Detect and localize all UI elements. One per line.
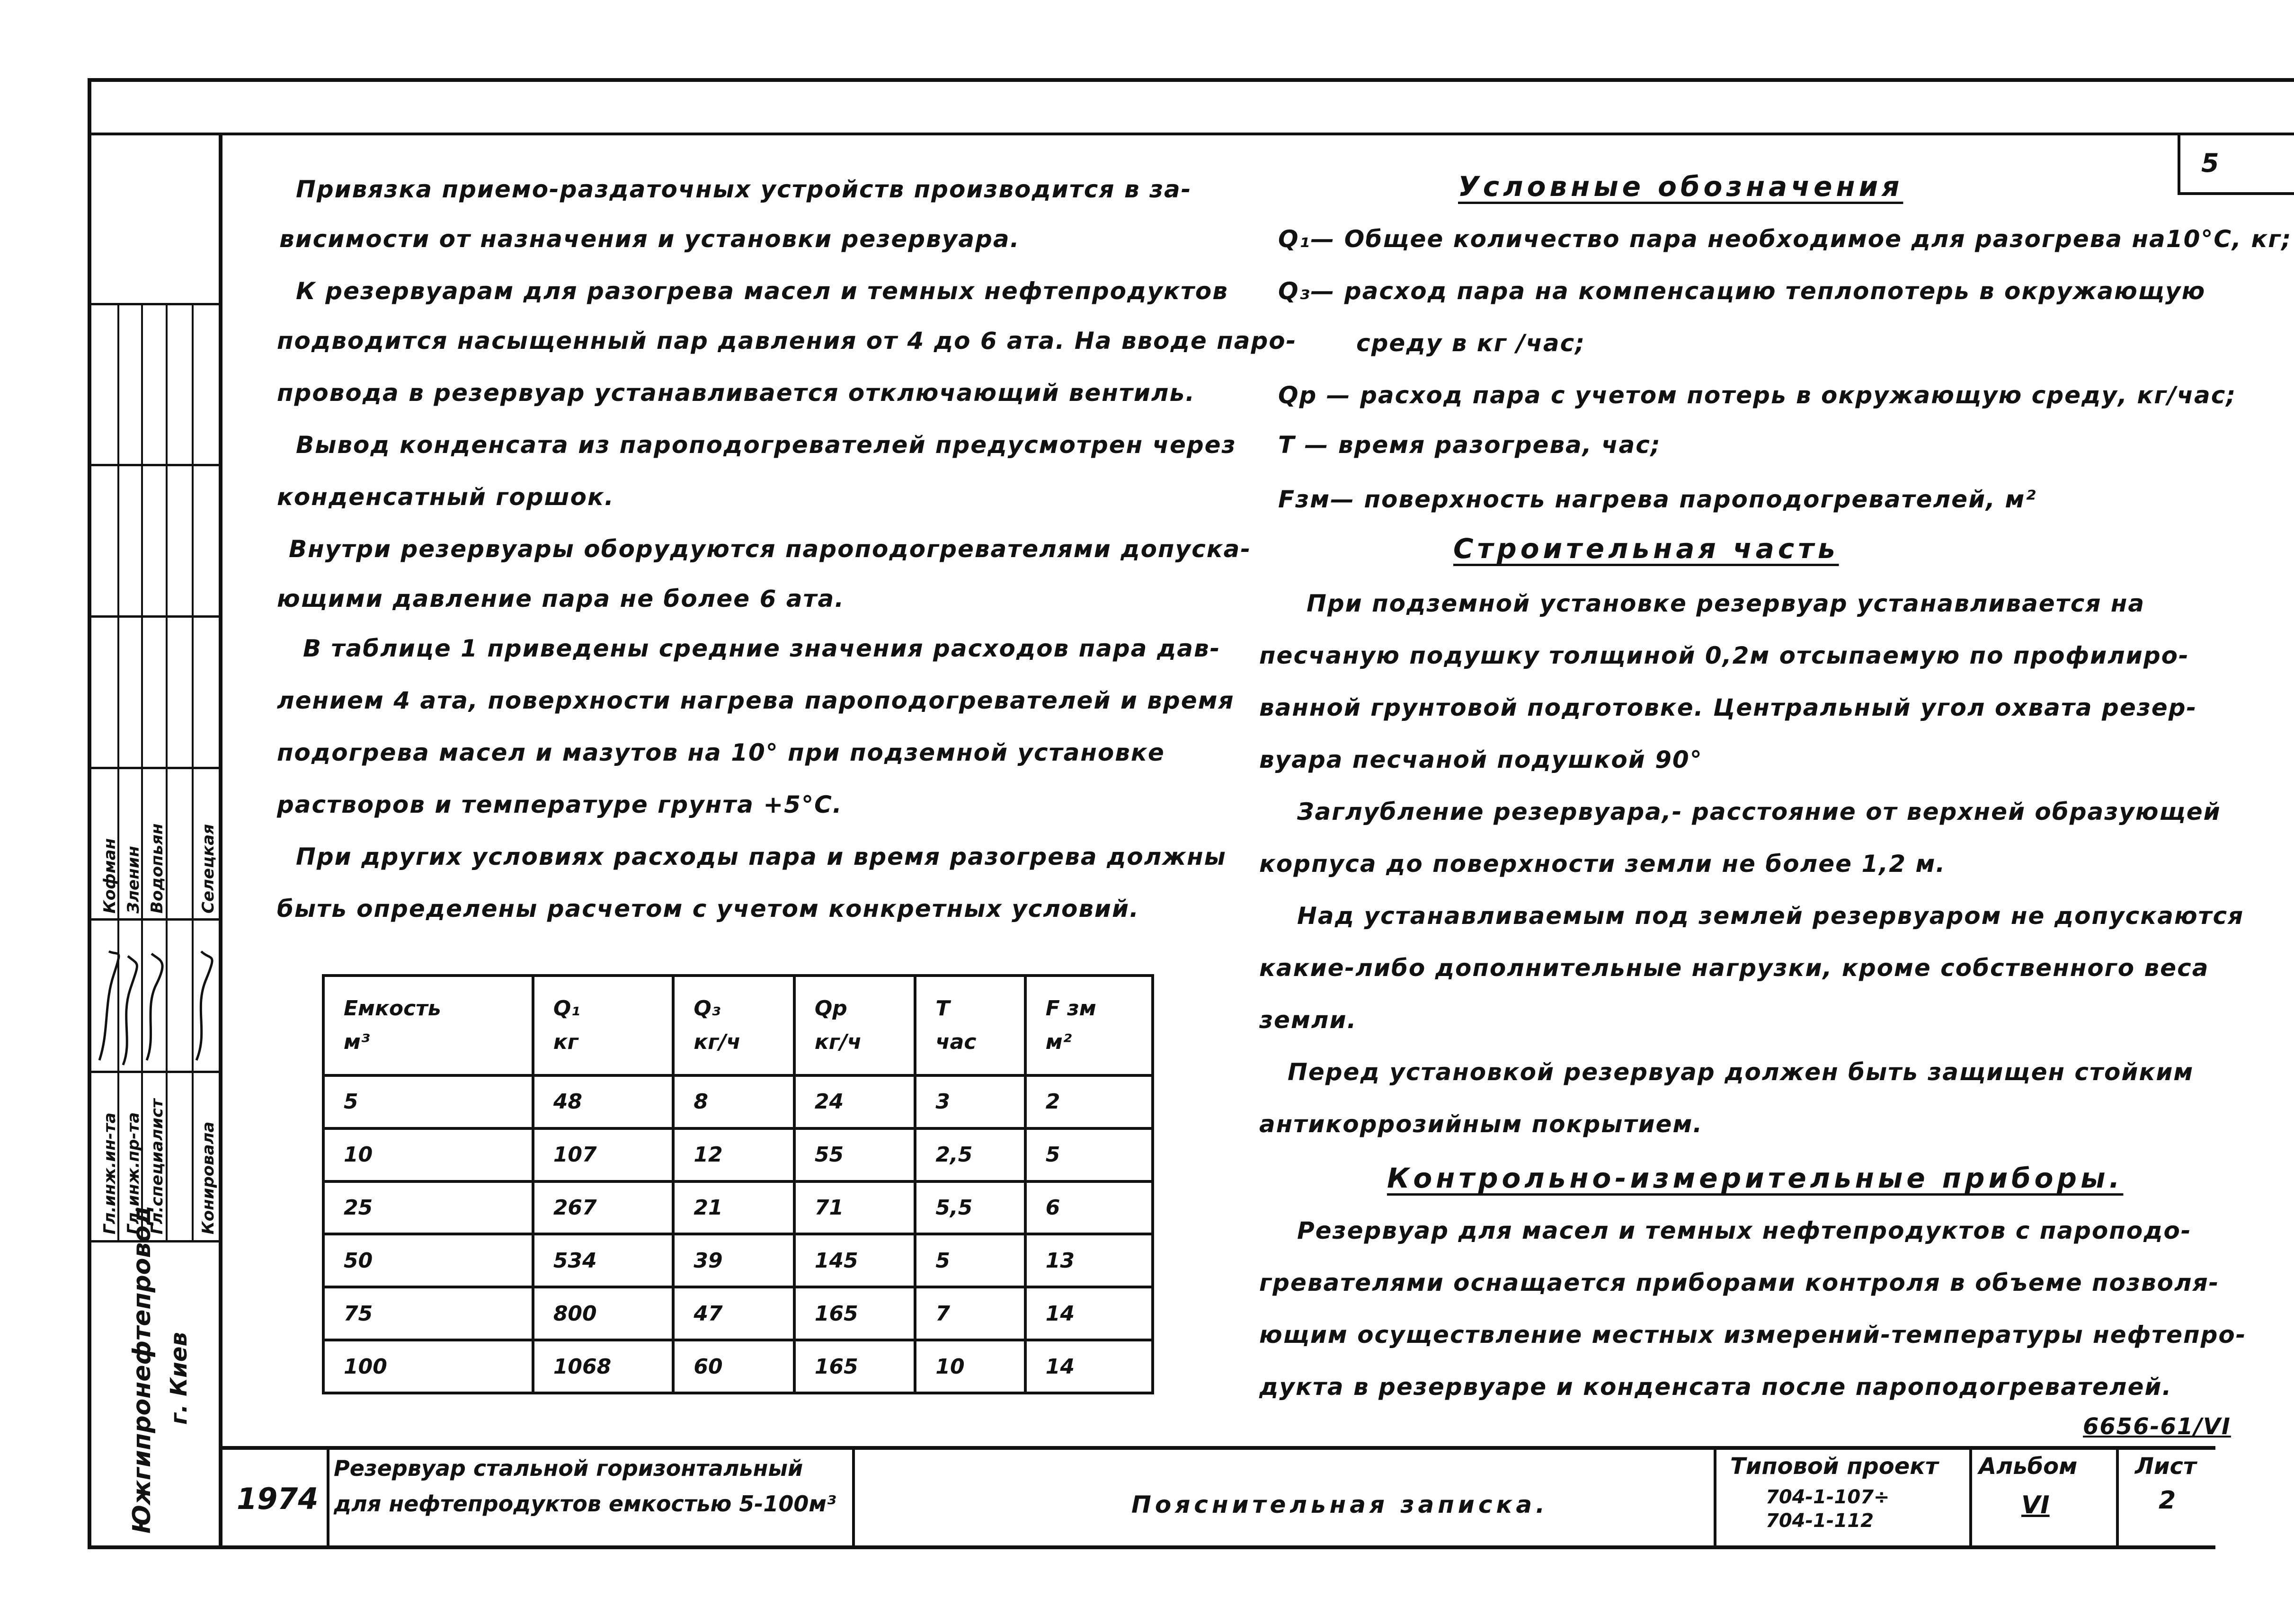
th-fzm: F зм м² bbox=[1025, 976, 1153, 1075]
frame-left-outer bbox=[88, 78, 91, 1545]
pagenum-box-bottom bbox=[2178, 192, 2294, 195]
frame-bottom-outer bbox=[88, 1545, 2215, 1549]
stamp-project-label: Типовой проект bbox=[1730, 1453, 1938, 1480]
left-line-4: подводится насыщенный пар давления от 4 до 6 ата. На вводе паро- bbox=[277, 327, 1297, 355]
page-number: 5 bbox=[2201, 148, 2220, 178]
build-line-6: корпуса до поверхности земли не более 1,2 м. bbox=[1259, 850, 1946, 878]
stamp-div-5 bbox=[2116, 1446, 2119, 1549]
side-role-3: Гл.специалист bbox=[148, 1099, 167, 1234]
side-name-1: Кофман bbox=[100, 838, 119, 914]
left-line-5: провода в резервуар устанавливается отключающий вентиль. bbox=[277, 379, 1196, 407]
heading-legend: Условные обозначения bbox=[1458, 170, 1903, 203]
frame-left-inner bbox=[219, 133, 222, 1545]
left-line-7: конденсатный горшок. bbox=[277, 483, 614, 511]
stamp-div-1 bbox=[327, 1446, 329, 1549]
side-role-4: Конировала bbox=[199, 1121, 218, 1234]
kip-line-2: гревателями оснащается приборами контроля в объеме позволя- bbox=[1259, 1269, 2220, 1296]
build-line-3: ванной грунтовой подготовке. Центральный угол охвата резер- bbox=[1259, 694, 2197, 721]
side-name-3: Водопьян bbox=[148, 823, 167, 914]
table-row: 75 800 47 165 7 14 bbox=[323, 1287, 1153, 1340]
stamp-title-1: Резервуар стальной горизонтальный bbox=[334, 1455, 803, 1481]
build-line-10: Перед установкой резервуар должен быть защищен стойким bbox=[1288, 1058, 2194, 1086]
side-org: Южгипронефтепровод bbox=[128, 1206, 156, 1534]
left-line-13: растворов и температуре грунта +5°С. bbox=[277, 791, 843, 818]
stamp-project-num-2: 704-1-112 bbox=[1766, 1510, 1874, 1532]
build-line-5: Заглубление резервуара,- расстояние от верхней образующей bbox=[1297, 798, 2221, 825]
th-q3: Q₃ кг/ч bbox=[673, 976, 794, 1075]
stamp-album-label: Альбом bbox=[1979, 1453, 2078, 1480]
left-line-1: Привязка приемо-раздаточных устройств производится в за- bbox=[296, 176, 1192, 203]
doc-code: 6656-61/VI bbox=[2083, 1413, 2231, 1440]
side-city: г. Киев bbox=[166, 1332, 192, 1425]
kip-line-1: Резервуар для масел и темных нефтепродуктов с пароподо- bbox=[1297, 1217, 2192, 1244]
build-line-2: песчаную подушку толщиной 0,2м отсыпаемую по профилиро- bbox=[1259, 642, 2189, 669]
left-line-2: висимости от назначения и установки резервуара. bbox=[279, 225, 1020, 253]
steam-table bbox=[322, 974, 1154, 1394]
legend-line-2: Q₃— расход пара на компенсацию теплопотерь в окружающую bbox=[1278, 277, 2206, 305]
stamp-sheet-label: Лист bbox=[2135, 1453, 2196, 1480]
build-line-1: При подземной установке резервуар устанавливается на bbox=[1307, 590, 2145, 617]
side-role-2: Гл.инж.пр-та bbox=[124, 1112, 143, 1234]
side-name-4: Селецкая bbox=[199, 824, 218, 914]
left-line-12: подогрева масел и мазутов на 10° при подземной установке bbox=[277, 739, 1165, 766]
build-line-11: антикоррозийным покрытием. bbox=[1259, 1110, 1703, 1138]
pagenum-box-left bbox=[2178, 133, 2180, 194]
stamp-div-4 bbox=[1969, 1446, 1972, 1549]
stamp-project-num-1: 704-1-107÷ bbox=[1766, 1486, 1890, 1508]
left-line-11: лением 4 ата, поверхности нагрева пароподогревателей и время bbox=[277, 687, 1235, 714]
heading-construction: Строительная часть bbox=[1453, 532, 1839, 565]
stamp-sheet-value: 2 bbox=[2159, 1486, 2176, 1515]
table-row: 5 48 8 24 3 2 bbox=[323, 1075, 1153, 1128]
legend-line-6: Fзм— поверхность нагрева пароподогревателей, м² bbox=[1278, 486, 2037, 513]
table-header-row bbox=[323, 976, 1153, 1075]
left-line-6: Вывод конденсата из пароподогревателей предусмотрен через bbox=[296, 431, 1236, 459]
th-t: Т час bbox=[915, 976, 1025, 1075]
left-line-15: быть определены расчетом с учетом конкретных условий. bbox=[277, 895, 1139, 923]
table-row: 100 1068 60 165 10 14 bbox=[323, 1340, 1153, 1393]
stamp-div-2 bbox=[852, 1446, 855, 1549]
signatures bbox=[95, 947, 218, 1070]
side-name-2: Зленин bbox=[124, 846, 143, 914]
stamp-top bbox=[219, 1446, 2215, 1450]
frame-top bbox=[88, 78, 2294, 82]
build-line-4: вуара песчаной подушкой 90° bbox=[1259, 746, 1703, 773]
legend-line-1: Q₁— Общее количество пара необходимое для разогрева на10°С, кг; bbox=[1278, 225, 2292, 253]
build-line-7: Над устанавливаемым под землей резервуаром не допускаются bbox=[1297, 902, 2244, 930]
left-line-3: К резервуарам для разогрева масел и темных нефтепродуктов bbox=[296, 277, 1228, 305]
kip-line-3: ющим осуществление местных измерений-температуры нефтепро- bbox=[1259, 1321, 2247, 1349]
build-line-8: какие-либо дополнительные нагрузки, кроме собственного веса bbox=[1259, 954, 2209, 982]
frame-top-inner bbox=[88, 133, 2294, 135]
stamp-doc-name: Пояснительная записка. bbox=[1131, 1491, 1549, 1518]
table-row: 50 534 39 145 5 13 bbox=[323, 1234, 1153, 1287]
th-q1: Q₁ кг bbox=[533, 976, 674, 1075]
left-line-14: При других условиях расходы пара и время разогрева должны bbox=[296, 843, 1227, 870]
left-line-8: Внутри резервуары оборудуются пароподогревателями допуска- bbox=[289, 535, 1252, 563]
left-line-10: В таблице 1 приведены средние значения расходов пара дав- bbox=[303, 635, 1221, 662]
build-line-9: земли. bbox=[1259, 1006, 1357, 1034]
table-row: 10 107 12 55 2,5 5 bbox=[323, 1128, 1153, 1181]
left-line-9: ющими давление пара не более 6 ата. bbox=[277, 585, 845, 612]
stamp-year: 1974 bbox=[237, 1482, 319, 1516]
table-row: 25 267 21 71 5,5 6 bbox=[323, 1181, 1153, 1234]
th-capacity: Емкость м³ bbox=[323, 976, 533, 1075]
legend-line-4: Qр — расход пара с учетом потерь в окружающую среду, кг/час; bbox=[1278, 382, 2237, 409]
stamp-div-3 bbox=[1714, 1446, 1716, 1549]
legend-line-5: Т — время разогрева, час; bbox=[1278, 431, 1661, 459]
stamp-album-value: VI bbox=[2021, 1491, 2050, 1519]
legend-line-3: среду в кг /час; bbox=[1356, 329, 1586, 357]
stamp-title-2: для нефтепродуктов емкостью 5-100м³ bbox=[334, 1491, 836, 1517]
kip-line-4: дукта в резервуаре и конденсата после пароподогревателей. bbox=[1259, 1373, 2172, 1401]
heading-instruments: Контрольно-измерительные приборы. bbox=[1387, 1162, 2124, 1194]
side-role-1: Гл.инж.ин-та bbox=[100, 1112, 119, 1234]
th-qp: Qр кг/ч bbox=[794, 976, 916, 1075]
